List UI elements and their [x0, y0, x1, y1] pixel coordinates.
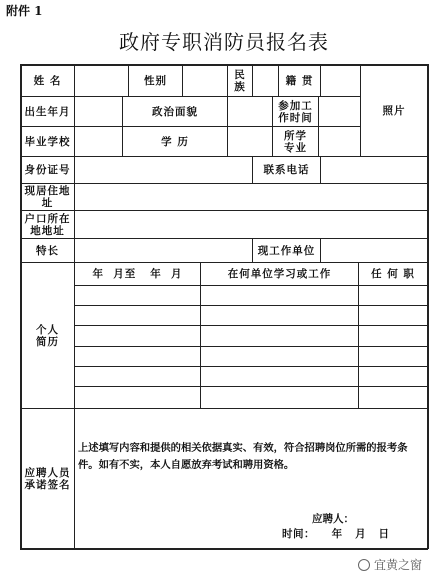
declaration-label: 应聘人员 承诺签名	[24, 466, 71, 491]
vrule-r4-b	[320, 156, 321, 183]
vrule-r1-b	[182, 64, 183, 96]
resume-label: 个人 简历	[36, 323, 59, 348]
current-employer-label: 现工作单位	[257, 244, 316, 257]
signature-date-label: 时间： 年 月 日	[282, 528, 390, 540]
hukou-address-label: 户口所在 地地址	[24, 212, 71, 237]
watermark	[358, 556, 422, 573]
rule-row6	[20, 238, 428, 239]
table-border-bottom	[20, 548, 428, 550]
rule-row4	[20, 183, 428, 184]
vrule-r1-d	[252, 64, 253, 96]
wechat-icon	[358, 559, 370, 571]
vrule-r7-b	[320, 238, 321, 262]
rule-resume-line2	[74, 325, 428, 326]
watermark-text: 宜黄之窗	[374, 558, 423, 572]
birth-date-label: 出生年月	[24, 105, 71, 118]
id-number-label: 身份证号	[24, 164, 71, 176]
name-label: 姓 名	[33, 74, 62, 87]
work-start-label: 参加工 作时间	[278, 99, 313, 124]
political-status-label: 政治面貌	[152, 105, 198, 118]
specialty-label: 特长	[36, 244, 59, 257]
rule-resume-line5	[74, 386, 428, 387]
gender-label: 性别	[144, 74, 167, 87]
vrule-r1-f	[320, 64, 321, 96]
table-border-right	[427, 64, 429, 549]
applicant-signature-label: 应聘人：	[312, 513, 354, 525]
native-place-label: 籍 贯	[285, 74, 314, 87]
vrule-label-col	[74, 64, 75, 549]
rule-resume-line1	[74, 305, 428, 306]
attachment-label: 附件 1	[6, 4, 43, 18]
rule-resume-line4	[74, 366, 428, 367]
phone-label: 联系电话	[263, 164, 310, 176]
rule-row3	[20, 156, 428, 157]
vrule-r2-3-c	[318, 96, 319, 156]
rule-row5	[20, 210, 428, 211]
major-label: 所学 专业	[284, 129, 307, 154]
form-title: 政府专职消防员报名表	[119, 30, 329, 54]
education-label: 学 历	[161, 135, 189, 148]
resume-unit-header: 在何单位学习或工作	[227, 268, 332, 280]
rule-resume-header	[74, 285, 428, 286]
rule-resume-bottom	[20, 408, 428, 409]
school-label: 毕业学校	[24, 135, 71, 148]
declaration-text: 上述填写内容和提供的相关依据真实、有效，符合招聘岗位所需的报考条件。如有不实，本人自愿放弃考试和聘用资格。	[78, 442, 408, 471]
resume-position-header: 任 何 职	[371, 268, 415, 280]
rule-resume-line3	[74, 346, 428, 347]
current-address-label: 现居住地 址	[24, 185, 71, 209]
ethnicity-label: 民 族	[234, 68, 246, 93]
resume-period-header: 年 月至 年 月	[92, 268, 183, 280]
photo-placeholder: 照片	[382, 104, 406, 117]
